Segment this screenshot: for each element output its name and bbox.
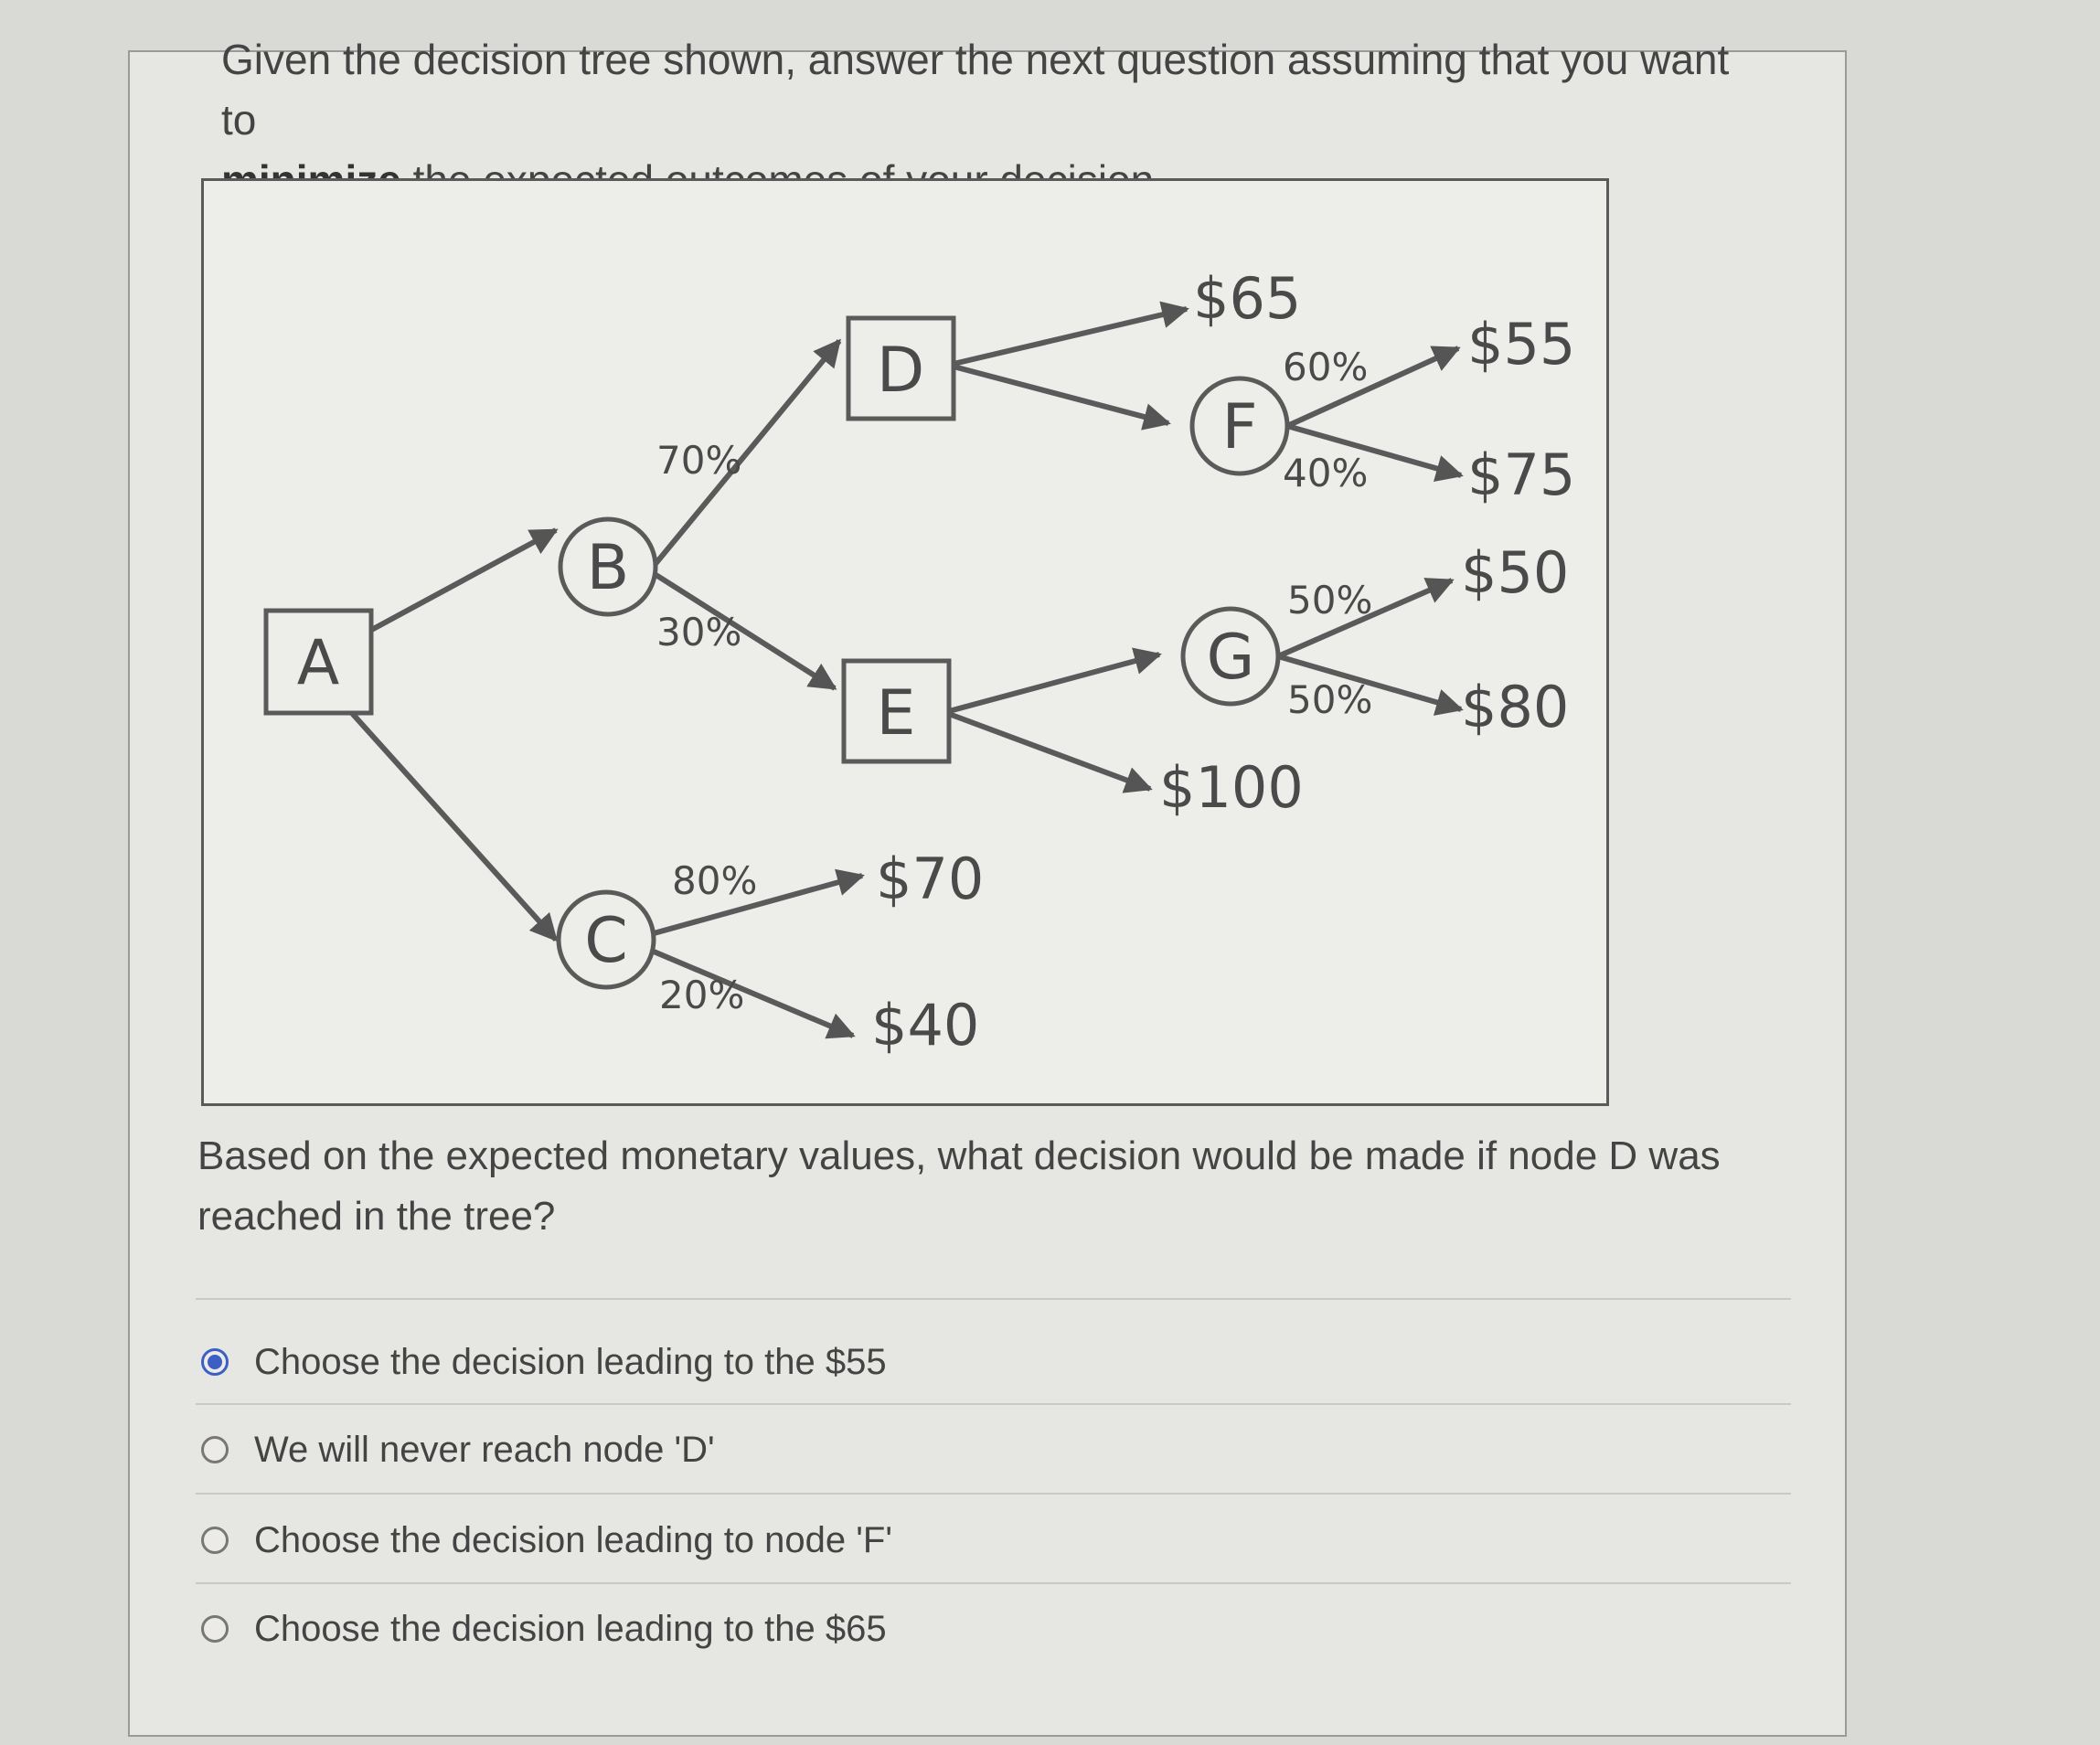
radio-icon[interactable] xyxy=(201,1436,229,1463)
node-d-label: D xyxy=(876,335,925,407)
payoff-65: $65 xyxy=(1193,265,1302,332)
decision-tree-diagram xyxy=(204,181,1612,1109)
prob-f-75: 40% xyxy=(1283,451,1369,495)
prob-c-70: 80% xyxy=(672,858,758,903)
payoff-70: $70 xyxy=(876,846,985,912)
prob-b-e: 30% xyxy=(656,610,742,654)
option-choose-f[interactable] xyxy=(201,1513,892,1568)
decision-tree-figure xyxy=(201,178,1609,1106)
prob-c-40: 20% xyxy=(659,973,745,1017)
payoff-80: $80 xyxy=(1461,674,1570,740)
radio-icon[interactable] xyxy=(201,1615,229,1643)
edge-d-f xyxy=(954,367,1168,423)
question-text: Based on the expected monetary values, what decision would be made if node D was reached in the tree? xyxy=(197,1133,1721,1239)
prob-g-80: 50% xyxy=(1287,677,1373,722)
option-label: Choose the decision leading to node 'F' xyxy=(254,1519,892,1560)
option-choose-65[interactable] xyxy=(201,1601,887,1656)
node-b-label: B xyxy=(586,532,630,604)
node-f-label: F xyxy=(1221,391,1258,463)
edge-e-g xyxy=(949,654,1159,711)
divider xyxy=(196,1298,1791,1300)
divider xyxy=(196,1582,1791,1584)
prob-g-50: 50% xyxy=(1287,578,1373,622)
node-g-label: G xyxy=(1206,622,1255,694)
radio-icon[interactable] xyxy=(201,1527,229,1554)
payoff-55: $55 xyxy=(1467,311,1576,378)
node-a-label: A xyxy=(296,627,340,699)
option-label: Choose the decision leading to the $55 xyxy=(254,1341,887,1382)
prompt-line-1: Given the decision tree shown, answer the next question assuming that you want to xyxy=(221,36,1730,144)
option-choose-55[interactable] xyxy=(201,1335,887,1389)
divider xyxy=(196,1493,1791,1495)
prob-f-55: 60% xyxy=(1283,345,1369,389)
divider xyxy=(196,1403,1791,1405)
prob-b-d: 70% xyxy=(656,438,742,483)
node-c-label: C xyxy=(584,905,628,977)
edge-e-100 xyxy=(949,714,1150,789)
option-label: We will never reach node 'D' xyxy=(254,1429,715,1470)
payoff-50: $50 xyxy=(1461,539,1570,606)
payoff-75: $75 xyxy=(1467,442,1576,508)
payoff-40: $40 xyxy=(871,992,980,1059)
option-never-reach-d[interactable] xyxy=(201,1422,715,1477)
radio-selected-icon[interactable] xyxy=(201,1348,229,1376)
edge-d-65 xyxy=(954,309,1187,364)
payoff-100: $100 xyxy=(1159,754,1304,821)
node-e-label: E xyxy=(876,677,916,750)
option-label: Choose the decision leading to the $65 xyxy=(254,1608,887,1649)
